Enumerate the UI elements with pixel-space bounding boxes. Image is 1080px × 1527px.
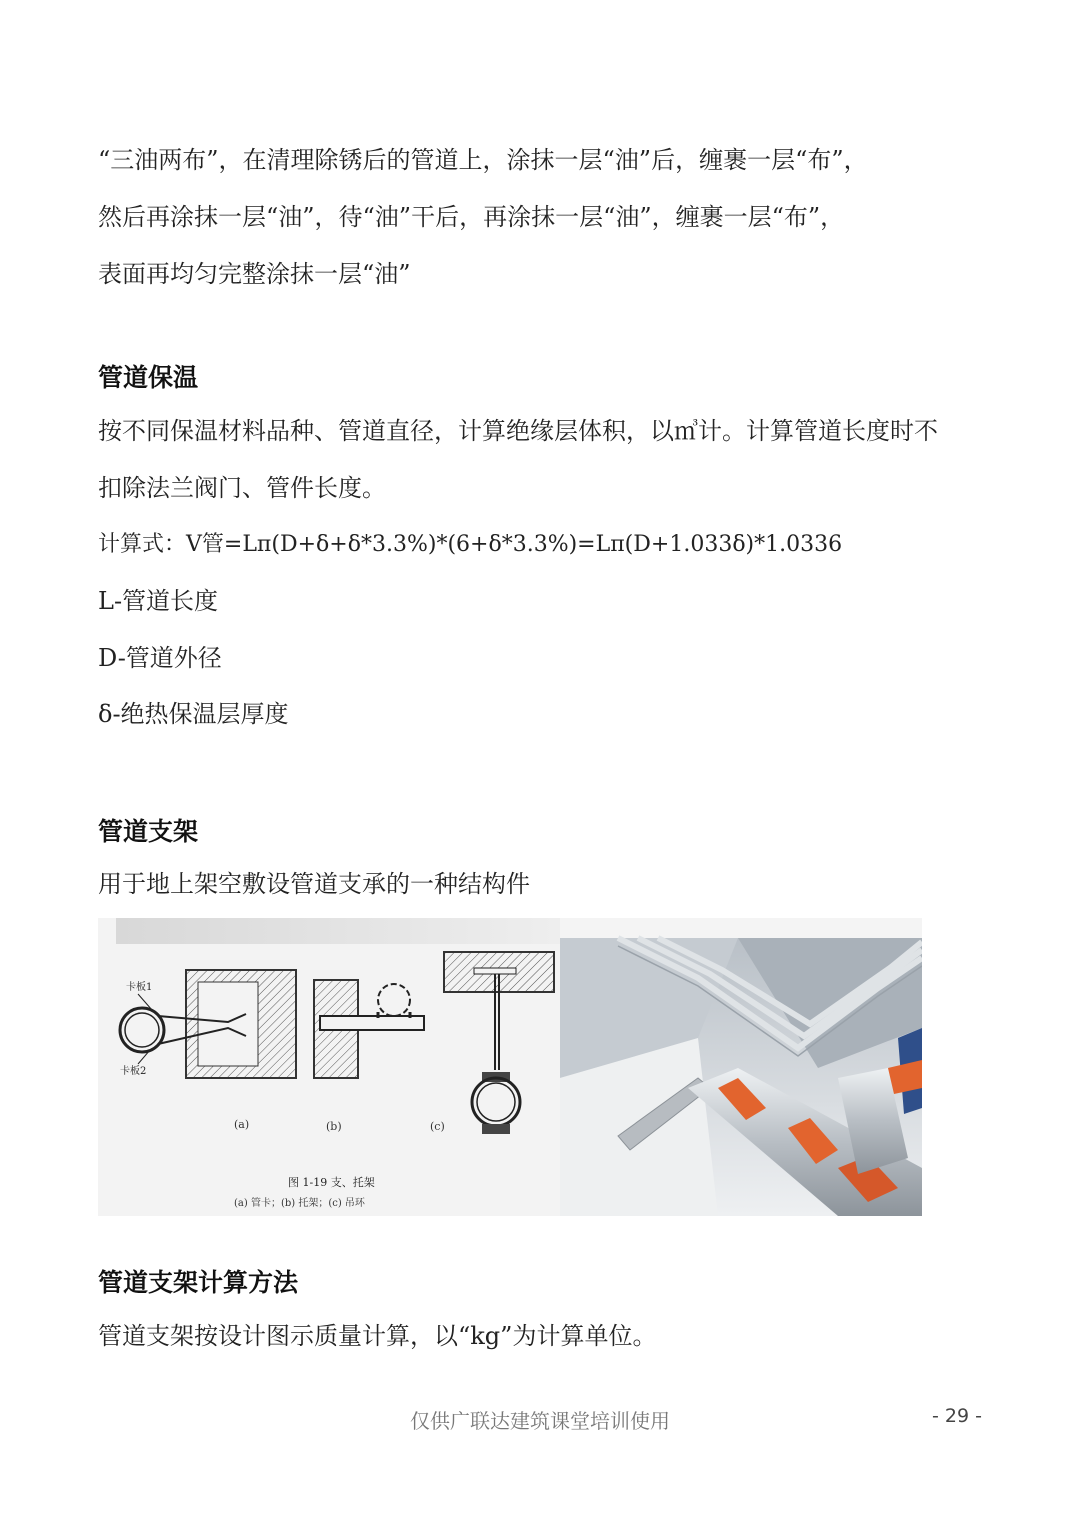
- intro-line-2: 然后再涂抹一层“油”，待“油”干后，再涂抹一层“油”，缠裹一层“布”，: [98, 203, 845, 231]
- insulation-heading: 管道保温: [98, 363, 199, 392]
- label-clamp-1: 卡板1: [126, 982, 153, 993]
- label-clamp-2: 卡板2: [120, 1066, 147, 1077]
- calc-body: 管道支架按设计图示质量计算，以“kg”为计算单位。: [98, 1322, 657, 1350]
- intro-line-3: 表面再均匀完整涂抹一层“油”: [98, 260, 411, 288]
- figure-caption: 图 1-19 支、托架: [288, 1176, 375, 1189]
- label-c: (c): [430, 1120, 445, 1133]
- insulation-formula: 计算式：V管=Lπ(D+δ+δ*3.3%)*(6+δ*3.3%)=Lπ(D+1.033δ)*1.0336: [98, 532, 843, 557]
- support-heading: 管道支架: [98, 817, 199, 846]
- page-number: - 29 -: [932, 1405, 982, 1427]
- footer-note: 仅供广联达建筑课堂培训使用: [410, 1409, 670, 1433]
- calc-heading: 管道支架计算方法: [98, 1268, 299, 1297]
- def-length: L-管道长度: [98, 587, 219, 615]
- def-diameter: D-管道外径: [98, 644, 222, 672]
- support-body: 用于地上架空敷设管道支承的一种结构件: [98, 870, 530, 898]
- insulation-body-line-1: 按不同保温材料品种、管道直径，计算绝缘层体积，以㎥计。计算管道长度时不: [98, 417, 938, 445]
- pipe-photo: [560, 938, 922, 1216]
- def-thickness: δ-绝热保温层厚度: [98, 700, 289, 728]
- label-b: (b): [326, 1120, 342, 1133]
- support-figure: [98, 918, 922, 1216]
- intro-line-1: “三油两布”，在清理除锈后的管道上，涂抹一层“油”后，缠裹一层“布”，: [98, 146, 868, 174]
- insulation-body-line-2: 扣除法兰阀门、管件长度。: [98, 474, 386, 502]
- figure-caption-sub: (a) 管卡；(b) 托架；(c) 吊环: [234, 1198, 365, 1209]
- label-a: (a): [234, 1118, 250, 1131]
